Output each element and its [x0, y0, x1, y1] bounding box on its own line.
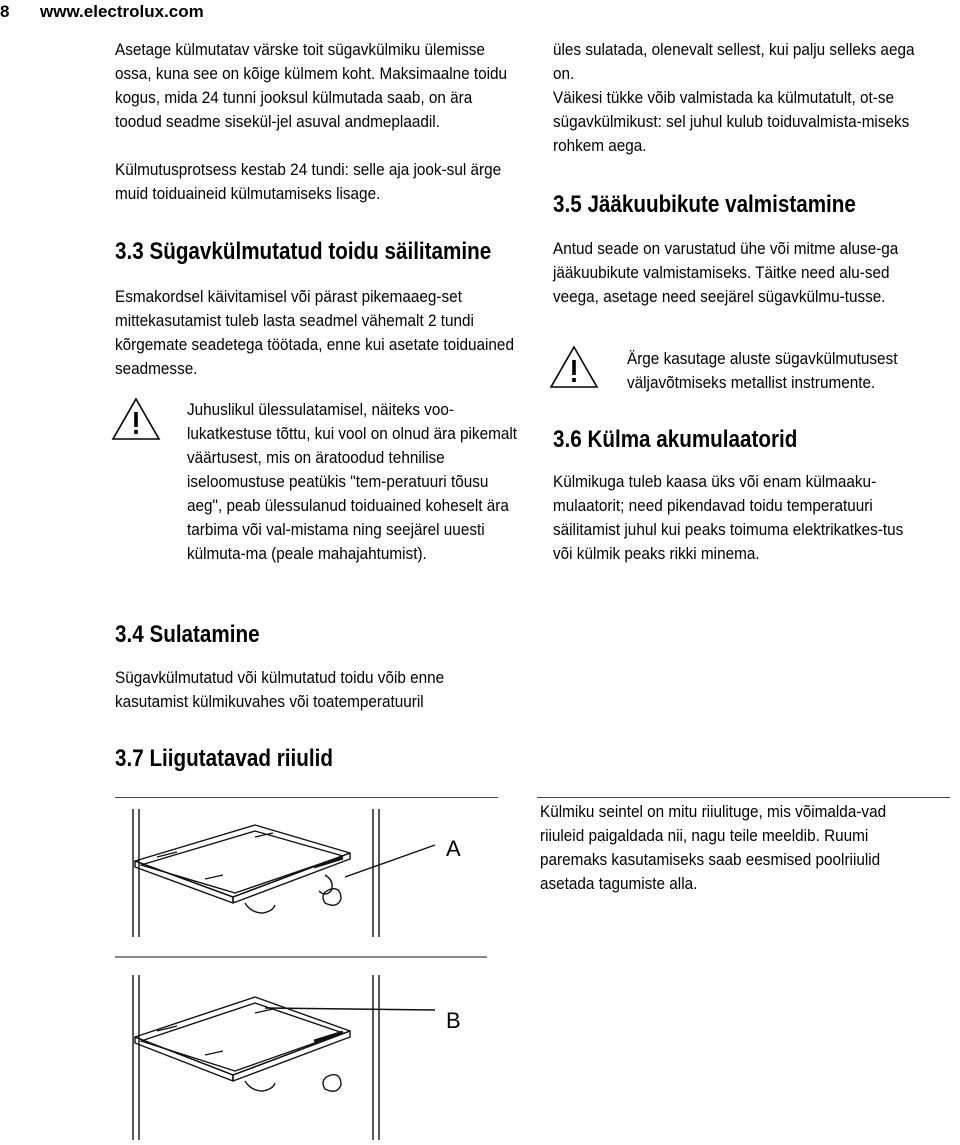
continued-paragraph: üles sulatada, olenevalt sellest, kui palju selleks aega on.: [553, 40, 915, 83]
shelf-illustration: [115, 805, 500, 1145]
figure-label-a: A: [446, 836, 461, 861]
section-3-3-heading: [115, 237, 491, 267]
section-title: Külma akumulaatorid: [587, 426, 798, 453]
intro-paragraph-2: Külmutusprotsess kestab 24 tundi: selle aja jook-sul ärge muid toiduaineid külmutamiseks lisage.: [115, 160, 502, 203]
section-number: 3.4: [115, 621, 144, 648]
section-number: 3.3: [115, 238, 144, 265]
section-divider: [537, 797, 950, 798]
section-title: Liigutatavad riiulid: [149, 745, 333, 772]
section-divider: [115, 797, 498, 798]
section-3-5-paragraph: Antud seade on varustatud ühe või mitme aluse-ga jääkuubikute valmistamiseks. Täitke need alu-sed veega, asetage need seejärel sügavkülmu-tusse.: [553, 239, 899, 306]
warning-icon: [549, 345, 599, 389]
section-3-6-heading: [553, 425, 797, 455]
site-url: www.electrolux.com: [40, 2, 204, 21]
section-number: 3.7: [115, 745, 144, 772]
section-title: Sügavkülmutatud toidu säilitamine: [149, 238, 492, 265]
section-number: 3.6: [553, 426, 582, 453]
warning-icon: [111, 397, 161, 441]
section-3-6-paragraph: Külmikuga tuleb kaasa üks või enam külmaaku-mulaatorit; need pikendavad toidu temperatuuri säilitamist juhul kui peaks toimuma elektrikatkes-tus või külmik peaks rikki minema.: [553, 472, 904, 563]
section-3-7-heading: [115, 744, 333, 774]
warning-text-thawing: Juhuslikul ülessulatamisel, näiteks voo-lukatkestuse tõttu, kui vool on olnud ära pikemalt väärtusest, mis on äratoodud tehnilise iseloomustuse peatükis "tem-peratuuri tõusu aeg", peab ülessulanud toiduained koheselt ära tarbima või val-mistama ning seejärel uuesti külmuta-ma (peale mahajahtumist).: [187, 400, 517, 563]
page-header: [0, 0, 960, 26]
section-title: Sulatamine: [149, 621, 260, 648]
section-title: Jääkuubikute valmistamine: [587, 191, 856, 218]
section-3-3-paragraph: Esmakordsel käivitamisel või pärast pikemaaeg-set mittekasutamist tuleb lasta seadmel vähemalt 2 tundi kõrgemate seadetega töötada, enne kui asetate toiduained seadmesse.: [115, 287, 514, 378]
section-3-7-paragraph: Külmiku seintel on mitu riiulituge, mis võimalda-vad riiuleid paigaldada nii, nagu teile meeldib. Ruumi paremaks kasutamiseks saab eesmised poolriiulid asetada tagumiste alla.: [540, 802, 887, 893]
section-3-4-paragraph: Sügavkülmutatud või külmutatud toidu võib enne kasutamist külmikuvahes või toatemperatuuril: [115, 668, 445, 711]
figure-label-b: B: [446, 1008, 461, 1033]
section-number: 3.5: [553, 191, 582, 218]
section-3-4-heading: [115, 620, 260, 650]
page-number: 8: [0, 2, 10, 21]
small-pieces-paragraph: Väikesi tükke võib valmistada ka külmutatult, ot-se sügavkülmikust: sel juhul kulub toiduvalmista-miseks rohkem aega.: [553, 88, 910, 155]
intro-paragraph-1: Asetage külmutatav värske toit sügavkülmiku ülemisse ossa, kuna see on kõige külmem koht. Maksimaalne toidu kogus, mida 24 tunni jooksul külmutada saab, on ära toodud seadme sisekül-jel asuval andmeplaadil.: [115, 40, 508, 131]
section-3-5-heading: [553, 190, 856, 220]
warning-text-ice-trays: Ärge kasutage aluste sügavkülmutusest väljavõtmiseks metallist instrumente.: [627, 349, 898, 392]
